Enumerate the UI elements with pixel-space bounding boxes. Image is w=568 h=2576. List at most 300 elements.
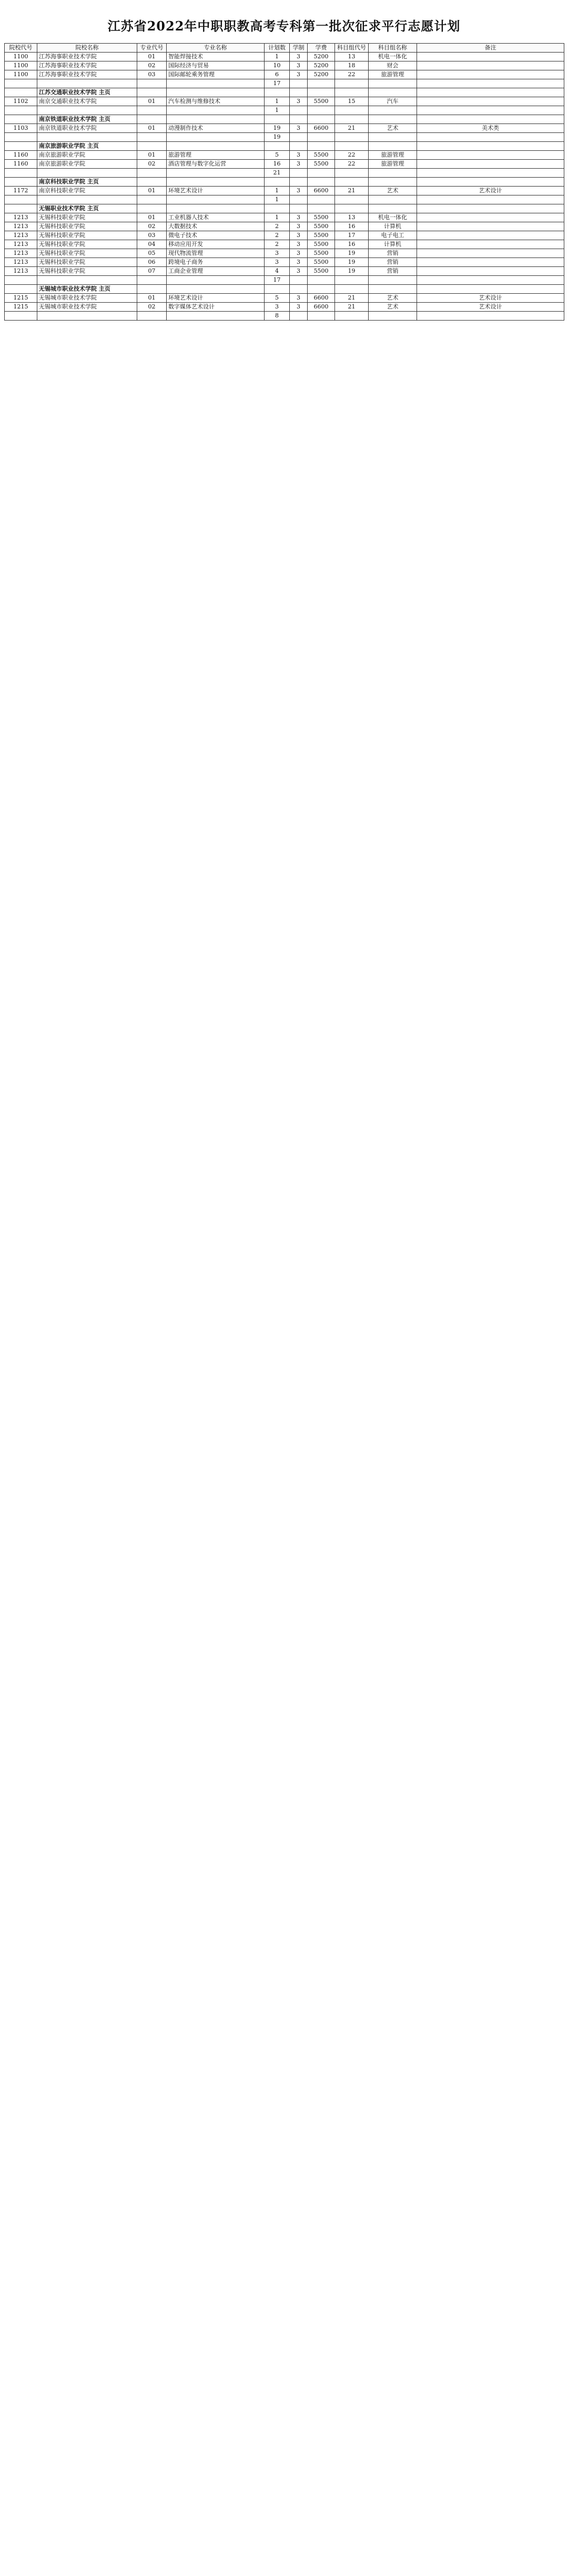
table-cell	[167, 195, 265, 204]
table-cell: 1100	[5, 61, 37, 70]
table-cell	[290, 88, 308, 97]
table-cell	[137, 88, 167, 97]
school-name: 无锡职业技术学院 主页	[37, 204, 137, 213]
table-cell	[369, 79, 417, 88]
table-cell	[290, 106, 308, 115]
table-row	[5, 61, 564, 70]
table-cell	[308, 312, 335, 321]
school-heading-row	[5, 88, 564, 97]
table-cell: 营销	[369, 258, 417, 267]
table-cell	[335, 276, 369, 285]
table-cell: 艺术设计	[417, 187, 564, 195]
table-cell: 3	[290, 303, 308, 312]
table-cell: 国际经济与贸易	[167, 61, 265, 70]
table-cell	[417, 285, 564, 294]
table-cell: 旅游管理	[369, 160, 417, 169]
table-cell	[5, 88, 37, 97]
table-cell: 03	[137, 231, 167, 240]
table-cell: 3	[290, 249, 308, 258]
col-header: 院校代号	[5, 44, 37, 53]
subtotal-row	[5, 276, 564, 285]
table-cell: 3	[290, 70, 308, 79]
table-cell: 21	[335, 294, 369, 303]
table-cell	[37, 106, 137, 115]
table-cell: 艺术	[369, 124, 417, 133]
table-cell: 跨境电子商务	[167, 258, 265, 267]
table-cell	[417, 88, 564, 97]
table-cell: 动漫制作技术	[167, 124, 265, 133]
table-cell: 美术类	[417, 124, 564, 133]
table-cell	[369, 312, 417, 321]
table-cell	[417, 53, 564, 61]
table-cell: 营销	[369, 249, 417, 258]
table-cell: 江苏海事职业技术学院	[37, 53, 137, 61]
table-cell	[308, 106, 335, 115]
table-cell	[308, 169, 335, 178]
table-cell	[167, 178, 265, 187]
table-cell: 现代物流管理	[167, 249, 265, 258]
table-cell	[417, 267, 564, 276]
table-cell: 计算机	[369, 222, 417, 231]
col-header: 科目组代号	[335, 44, 369, 53]
table-cell: 微电子技术	[167, 231, 265, 240]
table-cell: 16	[335, 240, 369, 249]
table-row	[5, 124, 564, 133]
table-cell: 15	[335, 97, 369, 106]
school-heading-row	[5, 285, 564, 294]
table-cell	[5, 204, 37, 213]
table-cell: 机电一体化	[369, 213, 417, 222]
table-cell	[335, 312, 369, 321]
table-cell	[167, 142, 265, 151]
table-cell	[417, 169, 564, 178]
table-cell: 6600	[308, 303, 335, 312]
table-cell: 3	[290, 97, 308, 106]
table-cell: 5500	[308, 160, 335, 169]
table-cell	[417, 240, 564, 249]
table-cell	[137, 106, 167, 115]
table-cell	[37, 133, 137, 142]
school-name: 江苏交通职业技术学院 主页	[37, 88, 137, 97]
table-cell	[308, 142, 335, 151]
table-cell: 02	[137, 160, 167, 169]
table-cell	[417, 106, 564, 115]
table-cell: 1160	[5, 151, 37, 160]
table-cell: 5200	[308, 61, 335, 70]
table-cell: 无锡城市职业技术学院	[37, 294, 137, 303]
table-cell	[137, 312, 167, 321]
table-cell	[5, 312, 37, 321]
table-cell: 22	[335, 70, 369, 79]
table-cell	[417, 160, 564, 169]
table-cell	[137, 169, 167, 178]
table-cell	[369, 142, 417, 151]
table-cell	[335, 195, 369, 204]
table-cell: 2	[265, 231, 290, 240]
col-header: 学制	[290, 44, 308, 53]
table-cell: 02	[137, 222, 167, 231]
table-row	[5, 160, 564, 169]
table-cell	[417, 204, 564, 213]
table-cell	[167, 106, 265, 115]
table-cell	[308, 115, 335, 124]
table-cell: 南京科技职业学院	[37, 187, 137, 195]
table-cell	[308, 178, 335, 187]
table-cell	[308, 204, 335, 213]
subtotal-row	[5, 169, 564, 178]
table-cell	[167, 285, 265, 294]
table-cell: 17	[335, 231, 369, 240]
table-cell: 汽车检测与维修技术	[167, 97, 265, 106]
subtotal-row	[5, 133, 564, 142]
subtotal-plan: 1	[265, 106, 290, 115]
table-cell: 无锡科技职业学院	[37, 249, 137, 258]
table-cell	[308, 133, 335, 142]
table-cell	[290, 204, 308, 213]
table-cell	[417, 97, 564, 106]
subtotal-plan: 17	[265, 79, 290, 88]
table-cell	[5, 106, 37, 115]
table-cell: 2	[265, 240, 290, 249]
table-cell: 无锡科技职业学院	[37, 258, 137, 267]
school-heading-row	[5, 115, 564, 124]
table-cell	[137, 204, 167, 213]
table-cell	[137, 195, 167, 204]
school-heading-row	[5, 142, 564, 151]
table-row	[5, 151, 564, 160]
table-cell	[335, 204, 369, 213]
col-header: 科目组名称	[369, 44, 417, 53]
table-cell	[369, 106, 417, 115]
table-cell	[417, 231, 564, 240]
table-cell	[417, 133, 564, 142]
table-cell: 江苏海事职业技术学院	[37, 70, 137, 79]
table-cell	[417, 222, 564, 231]
table-cell: 01	[137, 213, 167, 222]
table-cell: 1	[265, 97, 290, 106]
table-row	[5, 187, 564, 195]
table-cell	[167, 204, 265, 213]
table-cell	[369, 178, 417, 187]
table-cell	[290, 133, 308, 142]
table-row	[5, 294, 564, 303]
table-cell	[265, 88, 290, 97]
table-cell: 营销	[369, 267, 417, 276]
table-cell	[37, 195, 137, 204]
table-cell: 21	[335, 124, 369, 133]
table-cell	[308, 285, 335, 294]
table-cell	[369, 204, 417, 213]
table-cell: 03	[137, 70, 167, 79]
subtotal-plan: 21	[265, 169, 290, 178]
table-cell	[417, 276, 564, 285]
table-cell: 13	[335, 53, 369, 61]
table-cell	[308, 276, 335, 285]
table-cell: 南京铁道职业技术学院	[37, 124, 137, 133]
table-cell: 电子电工	[369, 231, 417, 240]
table-cell: 1215	[5, 303, 37, 312]
table-cell	[308, 79, 335, 88]
table-cell: 5500	[308, 222, 335, 231]
table-cell: 艺术	[369, 303, 417, 312]
table-row	[5, 303, 564, 312]
table-cell: 6600	[308, 294, 335, 303]
table-cell: 1213	[5, 249, 37, 258]
table-cell	[335, 169, 369, 178]
table-cell: 07	[137, 267, 167, 276]
table-cell	[335, 285, 369, 294]
table-cell	[265, 142, 290, 151]
table-cell	[5, 79, 37, 88]
table-cell: 汽车	[369, 97, 417, 106]
table-cell	[137, 276, 167, 285]
table-cell: 1213	[5, 213, 37, 222]
table-cell	[417, 151, 564, 160]
table-cell	[167, 312, 265, 321]
col-header: 专业代号	[137, 44, 167, 53]
table-cell	[369, 115, 417, 124]
table-cell: 21	[335, 303, 369, 312]
table-cell	[5, 285, 37, 294]
table-cell	[5, 195, 37, 204]
table-cell: 1213	[5, 240, 37, 249]
school-name: 南京铁道职业技术学院 主页	[37, 115, 137, 124]
table-cell: 工商企业管理	[167, 267, 265, 276]
table-row	[5, 222, 564, 231]
table-cell	[335, 106, 369, 115]
table-cell: 1	[265, 213, 290, 222]
subtotal-plan: 17	[265, 276, 290, 285]
table-cell: 05	[137, 249, 167, 258]
table-cell: 5500	[308, 258, 335, 267]
table-cell: 13	[335, 213, 369, 222]
table-row	[5, 267, 564, 276]
table-cell	[417, 258, 564, 267]
table-cell: 1	[265, 53, 290, 61]
table-cell	[37, 79, 137, 88]
table-cell: 10	[265, 61, 290, 70]
table-cell: 16	[335, 222, 369, 231]
table-cell: 21	[335, 187, 369, 195]
table-cell	[290, 312, 308, 321]
subtotal-row	[5, 79, 564, 88]
table-cell	[417, 312, 564, 321]
table-cell: 江苏海事职业技术学院	[37, 61, 137, 70]
table-cell: 3	[290, 222, 308, 231]
table-cell	[335, 178, 369, 187]
table-cell: 1215	[5, 294, 37, 303]
table-cell: 16	[265, 160, 290, 169]
table-cell: 艺术	[369, 187, 417, 195]
table-cell	[290, 142, 308, 151]
table-cell	[335, 142, 369, 151]
table-cell	[417, 195, 564, 204]
table-cell	[335, 133, 369, 142]
table-cell: 3	[290, 53, 308, 61]
table-cell: 3	[290, 294, 308, 303]
table-cell: 3	[290, 258, 308, 267]
table-cell	[335, 115, 369, 124]
table-cell	[167, 169, 265, 178]
table-cell: 1213	[5, 231, 37, 240]
table-cell: 无锡科技职业学院	[37, 240, 137, 249]
table-cell	[417, 70, 564, 79]
table-cell: 无锡科技职业学院	[37, 222, 137, 231]
table-cell	[417, 61, 564, 70]
table-cell: 01	[137, 53, 167, 61]
table-cell: 3	[290, 231, 308, 240]
table-cell	[37, 169, 137, 178]
table-cell: 环境艺术设计	[167, 294, 265, 303]
table-cell: 5	[265, 294, 290, 303]
table-body	[5, 53, 564, 321]
table-cell: 1100	[5, 53, 37, 61]
table-cell: 5500	[308, 151, 335, 160]
table-cell: 5200	[308, 53, 335, 61]
table-cell: 5500	[308, 249, 335, 258]
table-cell: 国际邮轮乘务管理	[167, 70, 265, 79]
subtotal-row	[5, 195, 564, 204]
school-heading-row	[5, 204, 564, 213]
table-cell: 无锡科技职业学院	[37, 267, 137, 276]
table-cell	[290, 169, 308, 178]
table-cell	[137, 178, 167, 187]
table-cell: 艺术设计	[417, 303, 564, 312]
col-header: 专业名称	[167, 44, 265, 53]
table-cell	[265, 178, 290, 187]
table-cell: 1103	[5, 124, 37, 133]
table-cell: 财会	[369, 61, 417, 70]
table-cell	[137, 142, 167, 151]
table-cell: 数字媒体艺术设计	[167, 303, 265, 312]
table-cell	[265, 285, 290, 294]
table-cell: 3	[290, 61, 308, 70]
table-cell: 旅游管理	[369, 70, 417, 79]
table-cell	[265, 115, 290, 124]
school-heading-row	[5, 178, 564, 187]
table-cell	[37, 276, 137, 285]
table-cell: 19	[335, 267, 369, 276]
table-cell: 机电一体化	[369, 53, 417, 61]
page-title: 江苏省2022年中职职教高考专科第一批次征求平行志愿计划	[107, 18, 461, 34]
table-cell: 1213	[5, 258, 37, 267]
table-cell: 19	[335, 258, 369, 267]
col-header: 学费	[308, 44, 335, 53]
table-cell: 5500	[308, 267, 335, 276]
table-cell	[5, 169, 37, 178]
table-cell	[137, 115, 167, 124]
table-cell	[265, 204, 290, 213]
table-cell: 22	[335, 160, 369, 169]
table-cell: 5500	[308, 97, 335, 106]
table-cell: 6600	[308, 124, 335, 133]
table-cell	[369, 285, 417, 294]
table-cell	[369, 195, 417, 204]
table-cell: 1160	[5, 160, 37, 169]
subtotal-plan: 8	[265, 312, 290, 321]
table-cell: 无锡城市职业技术学院	[37, 303, 137, 312]
table-cell: 3	[290, 213, 308, 222]
table-cell: 1213	[5, 267, 37, 276]
table-cell: 3	[290, 151, 308, 160]
table-cell	[417, 142, 564, 151]
table-cell: 5500	[308, 240, 335, 249]
table-cell: 计算机	[369, 240, 417, 249]
table-row	[5, 240, 564, 249]
table-cell	[417, 213, 564, 222]
table-cell: 1102	[5, 97, 37, 106]
table-cell: 1100	[5, 70, 37, 79]
table-cell: 南京旅游职业学院	[37, 160, 137, 169]
table-cell: 01	[137, 294, 167, 303]
table-row	[5, 70, 564, 79]
table-cell	[335, 88, 369, 97]
table-cell: 1172	[5, 187, 37, 195]
table-row	[5, 258, 564, 267]
subtotal-row	[5, 312, 564, 321]
table-cell: 3	[290, 187, 308, 195]
table-cell: 4	[265, 267, 290, 276]
table-cell: 02	[137, 61, 167, 70]
table-cell	[137, 285, 167, 294]
table-cell	[290, 178, 308, 187]
table-cell: 旅游管理	[167, 151, 265, 160]
subtotal-row	[5, 106, 564, 115]
table-cell	[167, 133, 265, 142]
table-cell	[308, 195, 335, 204]
table-cell	[290, 276, 308, 285]
table-cell: 01	[137, 124, 167, 133]
table-cell: 5	[265, 151, 290, 160]
school-name: 南京旅游职业学院 主页	[37, 142, 137, 151]
table-cell: 3	[290, 240, 308, 249]
table-cell	[137, 133, 167, 142]
table-cell: 南京交通职业技术学院	[37, 97, 137, 106]
school-name: 无锡城市职业技术学院 主页	[37, 285, 137, 294]
table-cell: 1	[265, 187, 290, 195]
table-cell	[335, 79, 369, 88]
table-cell	[5, 276, 37, 285]
table-cell	[417, 249, 564, 258]
table-cell	[308, 88, 335, 97]
table-row	[5, 97, 564, 106]
table-cell: 无锡科技职业学院	[37, 231, 137, 240]
table-cell	[369, 88, 417, 97]
table-cell: 5500	[308, 231, 335, 240]
table-cell	[417, 115, 564, 124]
table-cell: 6600	[308, 187, 335, 195]
table-cell: 02	[137, 303, 167, 312]
table-cell: 艺术设计	[417, 294, 564, 303]
table-cell	[417, 79, 564, 88]
table-cell: 22	[335, 151, 369, 160]
table-cell	[167, 88, 265, 97]
table-cell: 移动应用开发	[167, 240, 265, 249]
col-header: 计划数	[265, 44, 290, 53]
table-cell: 3	[265, 303, 290, 312]
table-cell	[417, 178, 564, 187]
admission-plan-table	[4, 43, 564, 321]
table-cell	[37, 312, 137, 321]
table-cell: 3	[290, 267, 308, 276]
table-row	[5, 213, 564, 222]
table-cell	[290, 79, 308, 88]
table-row	[5, 231, 564, 240]
table-cell: 艺术	[369, 294, 417, 303]
table-cell: 01	[137, 151, 167, 160]
table-cell: 酒店管理与数字化运营	[167, 160, 265, 169]
table-cell: 智能焊接技术	[167, 53, 265, 61]
